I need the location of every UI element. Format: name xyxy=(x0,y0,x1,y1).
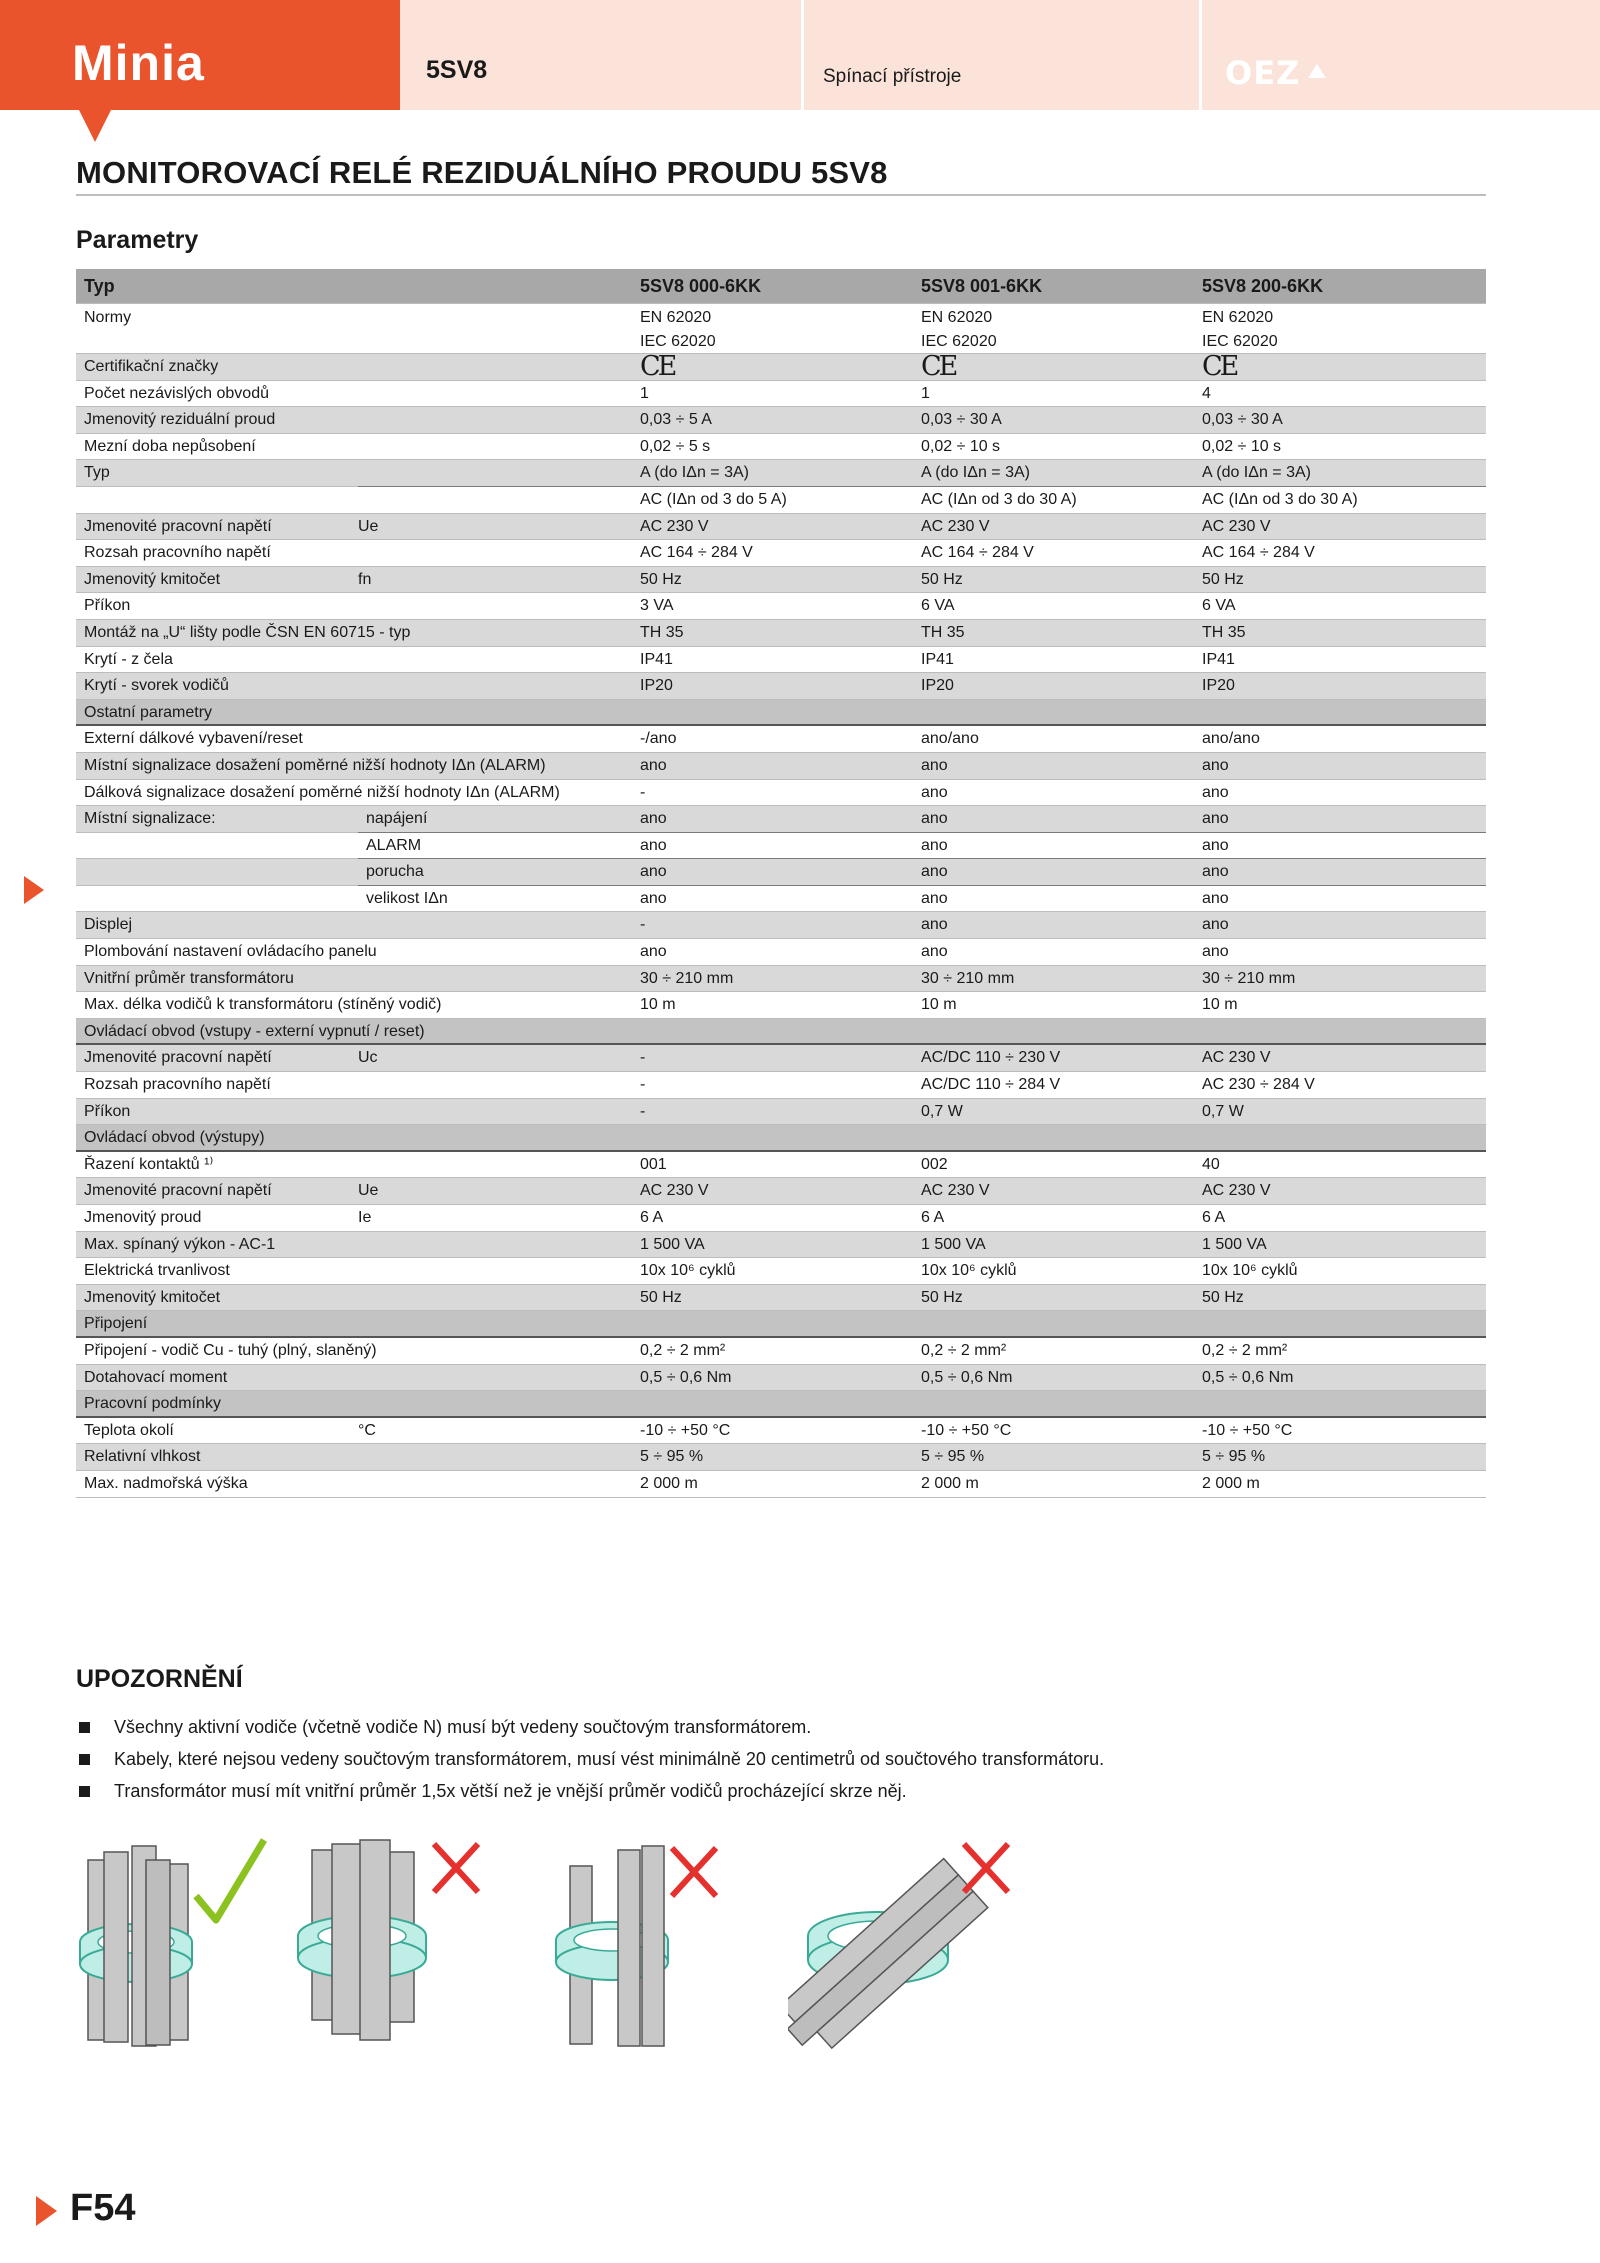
cell-value-1: 001 xyxy=(640,1155,667,1173)
row-label: Typ xyxy=(84,276,115,296)
table-row xyxy=(76,381,1486,408)
row-label: Ovládací obvod (výstupy) xyxy=(84,1129,265,1147)
cell-value-2: 6 VA xyxy=(921,597,955,615)
row-label: Normy xyxy=(84,309,132,326)
table-row xyxy=(76,966,1486,993)
bullet-icon xyxy=(79,1722,90,1733)
table-row xyxy=(76,1152,1486,1179)
table-row xyxy=(76,833,1486,860)
parameters-heading: Parametry xyxy=(76,226,199,254)
cell-value-2: 0,03 ÷ 30 A xyxy=(921,411,1002,429)
table-row xyxy=(76,1178,1486,1205)
row-label: Max. délka vodičů k transformátoru (stíněný vodič) xyxy=(84,996,442,1014)
cell-value-2: 002 xyxy=(921,1155,948,1173)
row-label: Max. spínaný výkon - AC-1 xyxy=(84,1235,276,1253)
cell-value-2: ano xyxy=(921,889,948,907)
cell-value-3: 40 xyxy=(1202,1155,1220,1173)
cell-value-1: 6 A xyxy=(640,1209,664,1226)
cell-value-3: 5SV8 200-6KK xyxy=(1202,276,1324,296)
row-label: Externí dálkové vybavení/reset xyxy=(84,730,303,748)
table-row xyxy=(76,593,1486,620)
cell-value-2: ano xyxy=(921,783,948,801)
cell-value-1: 10x 10⁶ cyklů xyxy=(640,1262,736,1280)
cell-value-1: 1 xyxy=(640,384,649,402)
cell-value-1: 50 Hz xyxy=(640,1288,682,1306)
section-marker-icon xyxy=(24,876,44,904)
row-label: Ovládací obvod (vstupy - externí vypnutí / reset) xyxy=(84,1022,425,1040)
row-label: Dotahovací moment xyxy=(84,1368,228,1386)
check-icon xyxy=(196,1840,264,1920)
cell-value-3: ano xyxy=(1202,836,1229,854)
transformer-illustrations xyxy=(76,1830,1076,2060)
cell-value-1: 3 VA xyxy=(640,597,674,615)
row-label: Příkon xyxy=(84,597,131,615)
table-row xyxy=(76,1285,1486,1312)
cell-value-3: 5 ÷ 95 % xyxy=(1202,1448,1266,1466)
cell-value-1: - xyxy=(640,916,646,934)
row-label: Jmenovitý kmitočet xyxy=(84,570,221,588)
cell-line: IEC 62020 xyxy=(1202,333,1278,350)
table-row xyxy=(76,567,1486,594)
table-row xyxy=(76,1338,1486,1365)
cell-value-3: 50 Hz xyxy=(1202,1288,1244,1306)
row-label: Max. nadmořská výška xyxy=(84,1474,248,1492)
brand-block xyxy=(0,0,400,110)
row-label: Jmenovitý reziduální proud xyxy=(84,411,276,429)
cell-value-3: 10 m xyxy=(1202,996,1238,1014)
page-title: MONITOROVACÍ RELÉ REZIDUÁLNÍHO PROUDU 5SV8 xyxy=(76,155,888,190)
cell-value-2: 5 ÷ 95 % xyxy=(921,1448,985,1466)
table-row xyxy=(76,304,1486,354)
cell-value-1: ano xyxy=(640,756,667,774)
cell-value-3: 0,03 ÷ 30 A xyxy=(1202,411,1283,429)
cell-value-2: AC/DC 110 ÷ 284 V xyxy=(921,1076,1061,1094)
cell-value-2: AC 164 ÷ 284 V xyxy=(921,544,1034,562)
cell-value-2: CE xyxy=(921,351,956,382)
cell-value-2: 30 ÷ 210 mm xyxy=(921,969,1015,987)
cell-value-3: IP41 xyxy=(1202,650,1235,668)
cell-value-2: 50 Hz xyxy=(921,570,963,588)
product-label: 5SV8 xyxy=(426,56,488,84)
row-label: Krytí - svorek vodičů xyxy=(84,677,229,695)
cell-value-1: 1 500 VA xyxy=(640,1235,705,1253)
cell-value-3: 6 A xyxy=(1202,1209,1226,1226)
cell-value-1: ano xyxy=(640,836,667,854)
cell-value-2: 5SV8 001-6KK xyxy=(921,276,1043,296)
warning-item xyxy=(76,1711,1486,1743)
table-row xyxy=(76,1232,1486,1259)
row-label: Připojení - vodič Cu - tuhý (plný, slaněný) xyxy=(84,1341,377,1359)
row-label: Elektrická trvanlivost xyxy=(84,1262,230,1280)
cell-value-3: AC 230 V xyxy=(1202,1049,1271,1067)
cell-value-3: 0,5 ÷ 0,6 Nm xyxy=(1202,1368,1294,1386)
cell-value-2: ano xyxy=(921,810,948,828)
row-label: Teplota okolí xyxy=(84,1421,174,1439)
table-row xyxy=(76,1072,1486,1099)
cell-value-2: 10 m xyxy=(921,996,957,1014)
cell-value-3: 10x 10⁶ cyklů xyxy=(1202,1262,1298,1280)
table-row xyxy=(76,753,1486,780)
cell-value-2: 2 000 m xyxy=(921,1474,979,1492)
cell-value-3: ano xyxy=(1202,756,1229,774)
cell-value-3: CE xyxy=(1202,351,1237,382)
cell-value-1 xyxy=(640,306,716,354)
cell-value-2: A (do IΔn = 3A) xyxy=(921,464,1030,482)
cell-value-2: ano xyxy=(921,943,948,961)
cell-value-2: AC 230 V xyxy=(921,1182,990,1200)
cross-icon xyxy=(672,1848,716,1896)
table-row xyxy=(76,620,1486,647)
table-row xyxy=(76,780,1486,807)
cell-value-2: ano/ano xyxy=(921,730,979,748)
row-label: Rozsah pracovního napětí xyxy=(84,1076,271,1094)
table-row xyxy=(76,514,1486,541)
table-section-row xyxy=(76,1019,1486,1046)
row-label: Relativní vlhkost xyxy=(84,1448,201,1466)
cell-value-3: ano xyxy=(1202,916,1229,934)
table-section-row xyxy=(76,1391,1486,1418)
row-sublabel: porucha xyxy=(366,863,424,881)
cell-value-3: TH 35 xyxy=(1202,623,1246,641)
cell-value-3 xyxy=(1202,306,1278,354)
table-row xyxy=(76,939,1486,966)
cell-value-3: ano xyxy=(1202,889,1229,907)
cell-value-1: -/ano xyxy=(640,730,677,748)
incorrect-wiring-figure-1 xyxy=(294,1830,534,2060)
cell-value-3: 4 xyxy=(1202,384,1211,402)
incorrect-wiring-figure-2 xyxy=(552,1830,792,2060)
row-label: Typ xyxy=(84,464,110,482)
row-sublabel: velikost IΔn xyxy=(366,889,448,907)
cell-value-3: A (do IΔn = 3A) xyxy=(1202,464,1311,482)
cell-value-3: AC (IΔn od 3 do 30 A) xyxy=(1202,490,1358,508)
row-label: Řazení kontaktů ¹⁾ xyxy=(84,1155,214,1173)
table-row xyxy=(76,1045,1486,1072)
warning-list xyxy=(76,1711,1486,1807)
table-section-row xyxy=(76,1125,1486,1152)
cell-value-1: - xyxy=(640,1049,646,1067)
cell-value-1: -10 ÷ +50 °C xyxy=(640,1421,731,1439)
row-label: Jmenovitý kmitočet xyxy=(84,1288,221,1306)
table-row xyxy=(76,460,1486,487)
cell-value-2 xyxy=(921,306,997,354)
table-row xyxy=(76,1444,1486,1471)
correct-wiring-figure xyxy=(76,1830,316,2060)
cell-value-3: ano xyxy=(1202,810,1229,828)
cell-value-3: ano xyxy=(1202,783,1229,801)
row-label: Ostatní parametry xyxy=(84,703,213,721)
row-label: Certifikační značky xyxy=(84,358,219,375)
row-label: Plombování nastavení ovládacího panelu xyxy=(84,943,377,961)
table-row xyxy=(76,886,1486,913)
cell-value-3: 50 Hz xyxy=(1202,570,1244,588)
table-row xyxy=(76,487,1486,514)
cell-value-1: 10 m xyxy=(640,996,676,1014)
cell-value-3: ano/ano xyxy=(1202,730,1260,748)
table-row xyxy=(76,1418,1486,1445)
row-symbol: fn xyxy=(358,570,372,588)
cell-value-1: 0,2 ÷ 2 mm² xyxy=(640,1341,726,1359)
row-symbol: °C xyxy=(358,1421,376,1439)
cell-value-1: 30 ÷ 210 mm xyxy=(640,969,734,987)
bullet-icon xyxy=(79,1786,90,1797)
cell-value-2: 50 Hz xyxy=(921,1288,963,1306)
cell-value-2: 0,5 ÷ 0,6 Nm xyxy=(921,1368,1013,1386)
cell-value-2: TH 35 xyxy=(921,623,965,641)
cell-value-2: IP20 xyxy=(921,677,954,695)
cell-value-2: 0,2 ÷ 2 mm² xyxy=(921,1341,1007,1359)
table-row xyxy=(76,1471,1486,1498)
cell-value-1: 5SV8 000-6KK xyxy=(640,276,762,296)
row-label: Jmenovité pracovní napětí xyxy=(84,517,272,535)
cell-value-3: AC 164 ÷ 284 V xyxy=(1202,544,1315,562)
header-divider xyxy=(801,0,804,110)
row-sublabel: napájení xyxy=(366,810,428,828)
cell-value-1: AC 230 V xyxy=(640,517,709,535)
cell-value-1: IP20 xyxy=(640,677,673,695)
cell-value-3: ano xyxy=(1202,943,1229,961)
row-label: Příkon xyxy=(84,1102,131,1120)
cell-value-3: 1 500 VA xyxy=(1202,1235,1267,1253)
cell-value-1: ano xyxy=(640,889,667,907)
brand-tip xyxy=(78,108,112,142)
title-rule xyxy=(76,194,1486,196)
row-label: Dálková signalizace dosažení poměrné nižší hodnoty IΔn (ALARM) xyxy=(84,783,560,801)
brand-label: Minia xyxy=(72,35,205,91)
cell-value-1: AC 230 V xyxy=(640,1182,709,1200)
spec-table xyxy=(76,269,1486,1498)
cell-value-3: 30 ÷ 210 mm xyxy=(1202,969,1296,987)
row-symbol: Ie xyxy=(358,1209,372,1226)
cell-value-2: 1 500 VA xyxy=(921,1235,986,1253)
cell-value-2: ano xyxy=(921,756,948,774)
cell-value-3: IP20 xyxy=(1202,677,1235,695)
table-row xyxy=(76,540,1486,567)
row-label: Vnitřní průměr transformátoru xyxy=(84,969,294,987)
page-marker-icon xyxy=(36,2196,57,2226)
cell-value-1: - xyxy=(640,783,646,801)
page-number: F54 xyxy=(70,2187,136,2229)
incorrect-wiring-figure-3 xyxy=(788,1830,1078,2060)
cell-value-2: AC/DC 110 ÷ 230 V xyxy=(921,1049,1061,1067)
cell-value-2: 1 xyxy=(921,384,930,402)
row-label: Jmenovité pracovní napětí xyxy=(84,1049,272,1067)
row-label: Krytí - z čela xyxy=(84,650,173,668)
cell-value-3: 2 000 m xyxy=(1202,1474,1260,1492)
cell-value-1: CE xyxy=(640,351,675,382)
table-row xyxy=(76,859,1486,886)
oez-logo: OEZ xyxy=(1225,54,1301,92)
row-symbol: Ue xyxy=(358,1182,379,1200)
warning-item xyxy=(76,1775,1486,1807)
cell-value-1: 5 ÷ 95 % xyxy=(640,1448,704,1466)
cross-icon xyxy=(434,1844,478,1892)
warning-item xyxy=(76,1743,1486,1775)
cell-value-1: 50 Hz xyxy=(640,570,682,588)
cell-value-2: 10x 10⁶ cyklů xyxy=(921,1262,1017,1280)
warning-text: Transformátor musí mít vnitřní průměr 1,5x větší než je vnější průměr vodičů procházející skrze něj. xyxy=(114,1781,907,1801)
table-header-row xyxy=(76,269,1486,304)
table-row xyxy=(76,673,1486,700)
row-sublabel: ALARM xyxy=(366,836,422,854)
table-row xyxy=(76,726,1486,753)
cell-value-2: ano xyxy=(921,863,948,881)
page-header xyxy=(0,0,1600,110)
row-label: Pracovní podmínky xyxy=(84,1395,221,1413)
cell-value-2: 0,7 W xyxy=(921,1102,963,1120)
cell-line: EN 62020 xyxy=(1202,309,1274,326)
row-label: Rozsah pracovního napětí xyxy=(84,544,271,562)
cell-value-1: 2 000 m xyxy=(640,1474,698,1492)
row-label: Místní signalizace: xyxy=(84,810,216,828)
cell-value-2: -10 ÷ +50 °C xyxy=(921,1421,1012,1439)
cell-value-1: ano xyxy=(640,810,667,828)
table-section-row xyxy=(76,700,1486,727)
row-symbol: Ue xyxy=(358,517,379,535)
row-label: Počet nezávislých obvodů xyxy=(84,384,269,402)
row-label: Připojení xyxy=(84,1315,148,1333)
cell-value-1: AC 164 ÷ 284 V xyxy=(640,544,753,562)
row-label: Displej xyxy=(84,916,133,934)
cell-value-2: AC 230 V xyxy=(921,517,990,535)
cell-value-2: ano xyxy=(921,836,948,854)
cross-icon xyxy=(964,1844,1008,1892)
cell-value-3: AC 230 ÷ 284 V xyxy=(1202,1076,1315,1094)
cell-value-2: IP41 xyxy=(921,650,954,668)
cell-value-3: 0,02 ÷ 10 s xyxy=(1202,437,1282,455)
cell-value-1: ano xyxy=(640,943,667,961)
cell-value-2: ano xyxy=(921,916,948,934)
cell-value-2: 6 A xyxy=(921,1209,945,1226)
cell-value-3: AC 230 V xyxy=(1202,1182,1271,1200)
table-row xyxy=(76,806,1486,833)
table-row xyxy=(76,647,1486,674)
cell-value-2: AC (IΔn od 3 do 30 A) xyxy=(921,490,1077,508)
table-row xyxy=(76,1099,1486,1126)
table-row xyxy=(76,912,1486,939)
table-section-row xyxy=(76,1311,1486,1338)
header-divider xyxy=(1199,0,1202,110)
cell-value-3: 0,2 ÷ 2 mm² xyxy=(1202,1341,1288,1359)
warning-text: Kabely, které nejsou vedeny součtovým transformátorem, musí vést minimálně 20 centimetrů od součtového transformátoru. xyxy=(114,1749,1105,1769)
row-label: Mezní doba nepůsobení xyxy=(84,437,256,455)
logo-triangle-icon xyxy=(1308,64,1326,78)
cell-value-1: ano xyxy=(640,863,667,881)
cell-line: EN 62020 xyxy=(921,309,993,326)
cell-value-1: IP41 xyxy=(640,650,673,668)
cell-value-1: TH 35 xyxy=(640,623,684,641)
cell-value-3: -10 ÷ +50 °C xyxy=(1202,1421,1293,1439)
warning-text: Všechny aktivní vodiče (včetně vodiče N) musí být vedeny součtovým transformátorem. xyxy=(114,1717,812,1737)
cell-value-3: AC 230 V xyxy=(1202,517,1271,535)
warning-heading: UPOZORNĚNÍ xyxy=(76,1665,243,1693)
table-row xyxy=(76,351,1486,382)
cell-value-2: 0,02 ÷ 10 s xyxy=(921,437,1001,455)
row-label: Jmenovité pracovní napětí xyxy=(84,1182,272,1200)
row-label: Místní signalizace dosažení poměrné nižší hodnoty IΔn (ALARM) xyxy=(84,756,546,774)
table-row xyxy=(76,992,1486,1019)
cell-value-1: - xyxy=(640,1076,646,1094)
cell-line: EN 62020 xyxy=(640,309,712,326)
category-label: Spínací přístroje xyxy=(823,66,962,87)
cell-value-3: 0,7 W xyxy=(1202,1102,1244,1120)
cell-value-1: 0,03 ÷ 5 A xyxy=(640,411,712,429)
cell-value-1: AC (IΔn od 3 do 5 A) xyxy=(640,490,787,508)
table-row xyxy=(76,434,1486,461)
bullet-icon xyxy=(79,1754,90,1765)
cell-value-1: 0,5 ÷ 0,6 Nm xyxy=(640,1368,732,1386)
table-row xyxy=(76,407,1486,434)
cell-value-1: A (do IΔn = 3A) xyxy=(640,464,749,482)
table-row xyxy=(76,1258,1486,1285)
row-label: Montáž na „U“ lišty podle ČSN EN 60715 - typ xyxy=(84,623,411,641)
row-label: Jmenovitý proud xyxy=(84,1209,202,1226)
cell-line: IEC 62020 xyxy=(640,333,716,350)
table-row xyxy=(76,1365,1486,1392)
cell-value-3: ano xyxy=(1202,863,1229,881)
table-row xyxy=(76,1205,1486,1232)
cell-value-1: - xyxy=(640,1102,646,1120)
row-symbol: Uc xyxy=(358,1049,378,1067)
cell-value-1: 0,02 ÷ 5 s xyxy=(640,437,711,455)
cell-value-3: 6 VA xyxy=(1202,597,1236,615)
cell-line: IEC 62020 xyxy=(921,333,997,350)
